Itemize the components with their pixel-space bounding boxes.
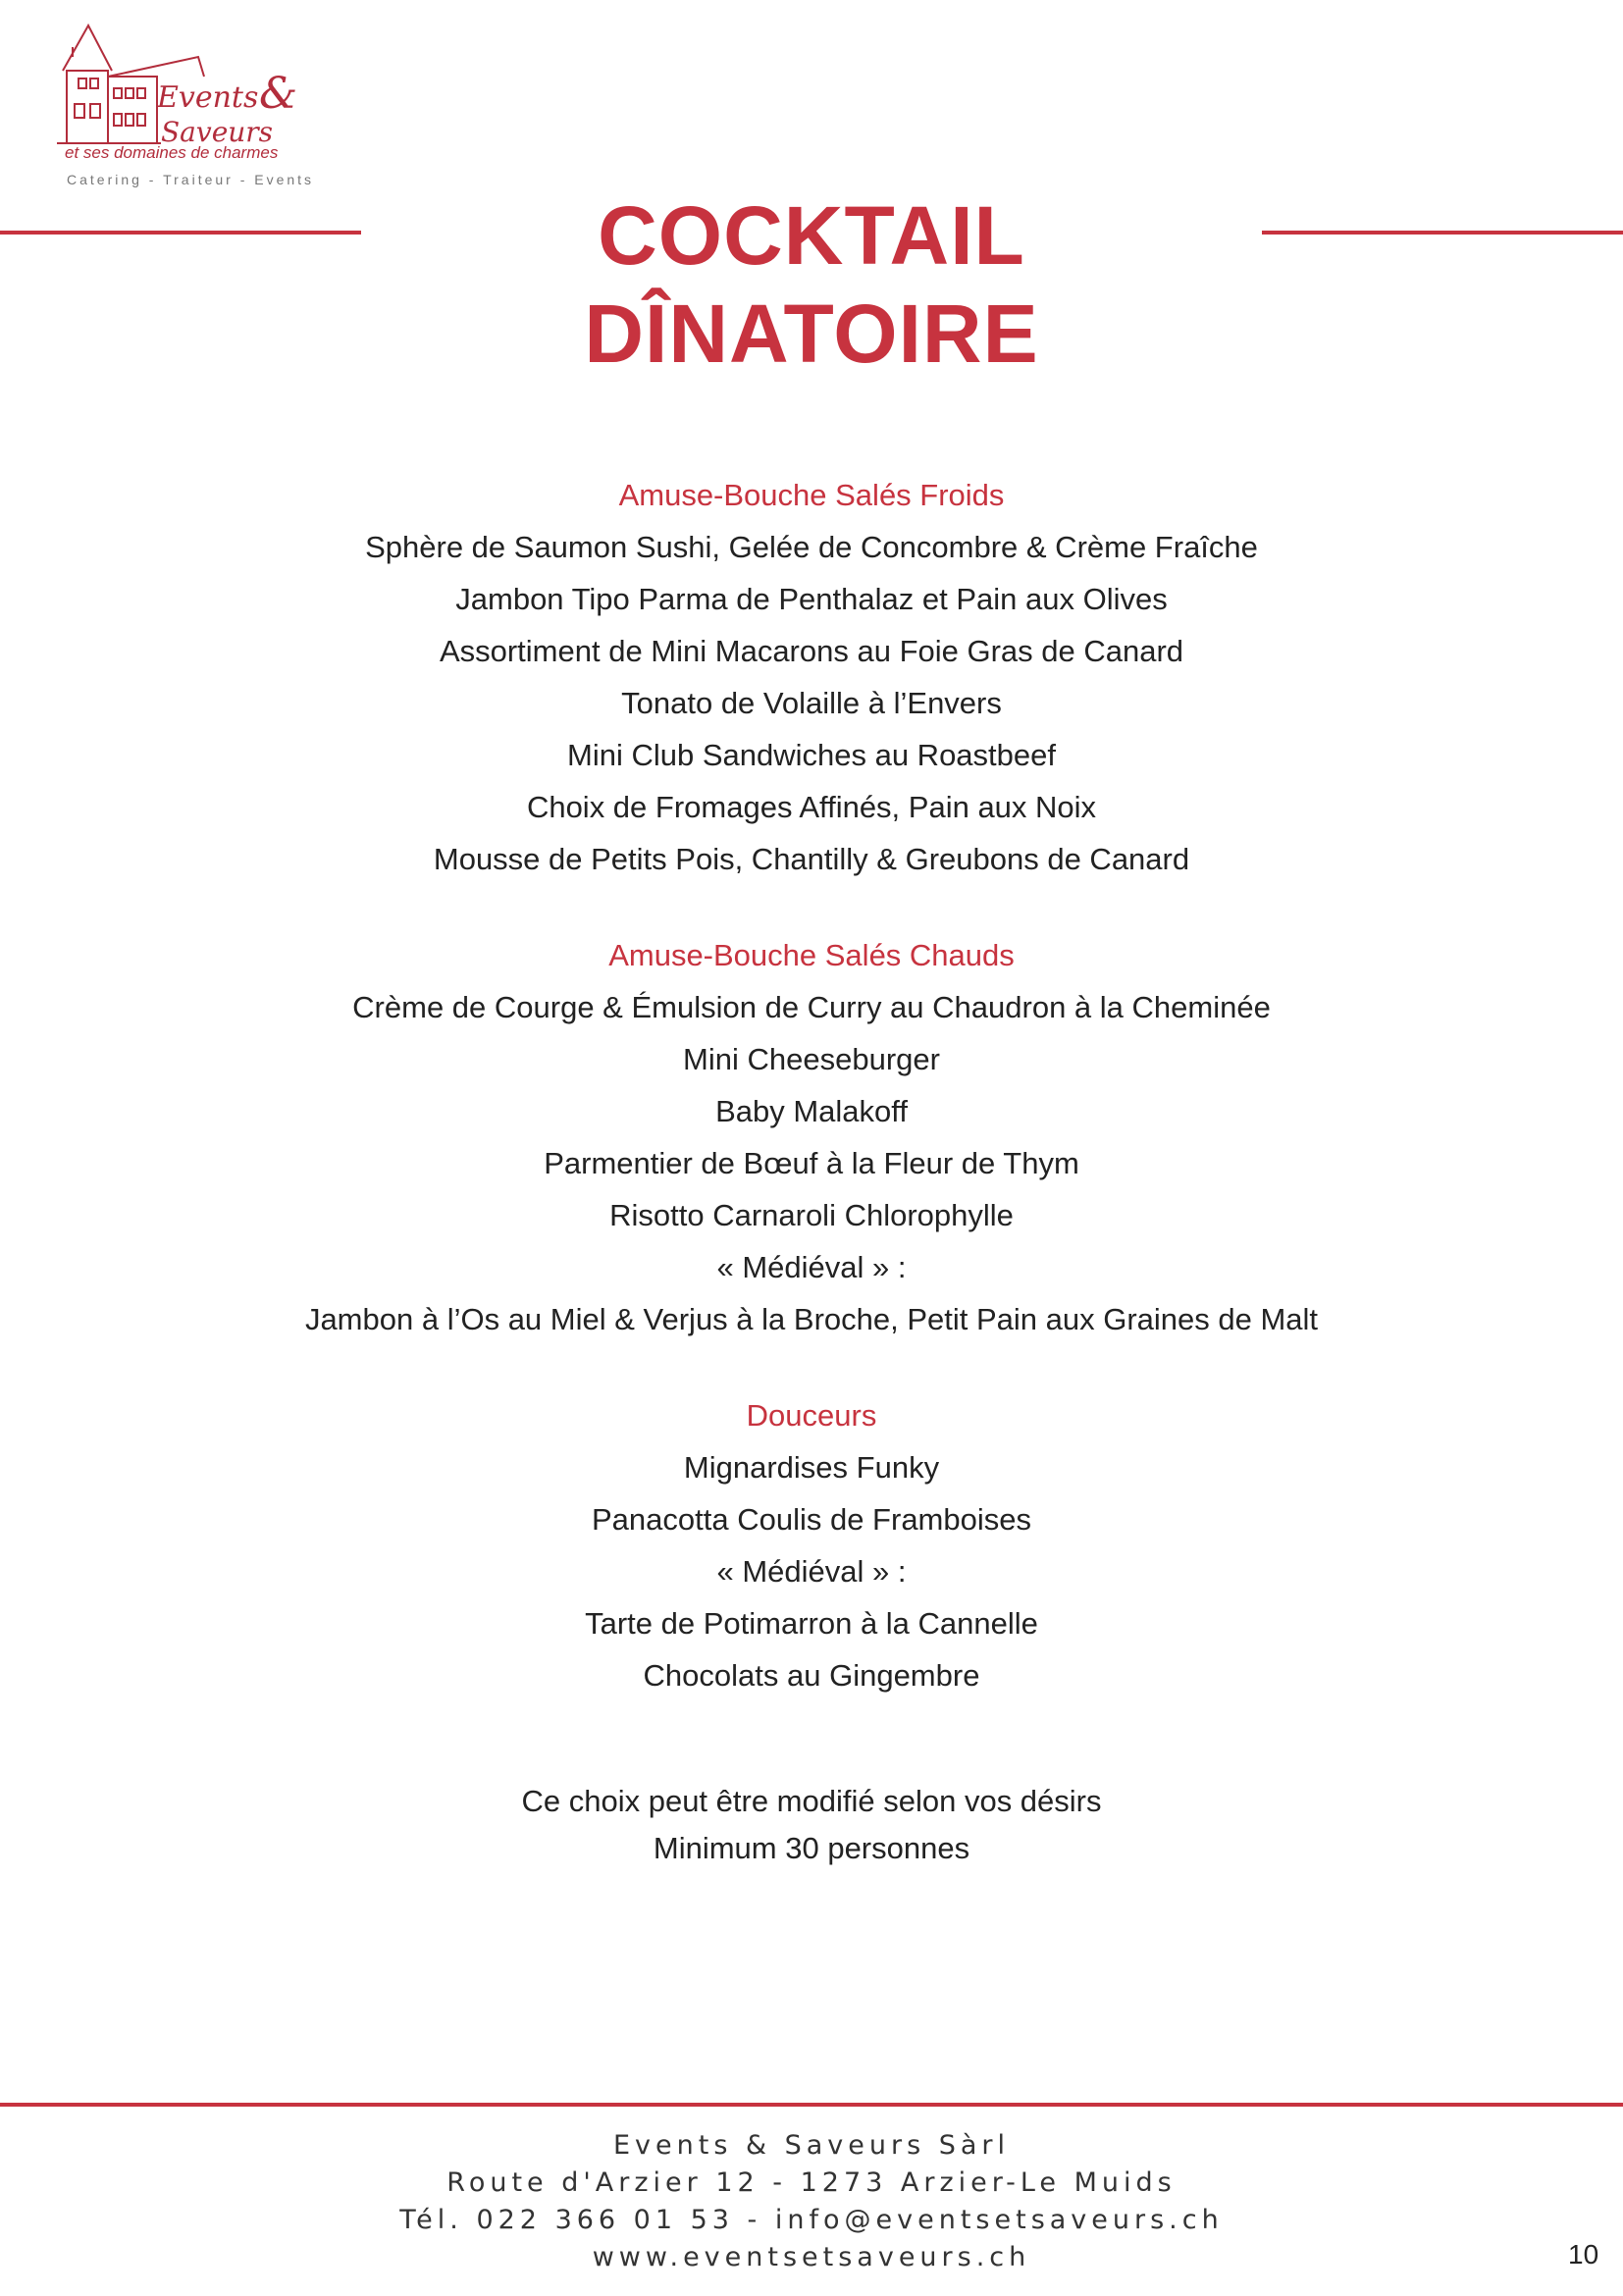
menu-item: Baby Malakoff bbox=[715, 1094, 908, 1128]
footer-divider bbox=[0, 2103, 1623, 2107]
menu-item: Assortiment de Mini Macarons au Foie Gras de Canard bbox=[439, 634, 1184, 668]
footer-website: www.eventsetsaveurs.ch bbox=[592, 2242, 1031, 2272]
footer-company: Events & Saveurs Sàrl bbox=[612, 2130, 1011, 2161]
menu-item: Mini Club Sandwiches au Roastbeef bbox=[567, 738, 1056, 772]
company-logo bbox=[51, 20, 316, 191]
section-heading: Douceurs bbox=[746, 1398, 877, 1433]
footer-address: Route d'Arzier 12 - 1273 Arzier-Le Muids bbox=[446, 2167, 1177, 2198]
menu-item: Sphère de Saumon Sushi, Gelée de Concombre & Crème Fraîche bbox=[365, 530, 1258, 564]
menu-item: Jambon Tipo Parma de Penthalaz et Pain aux Olives bbox=[455, 582, 1168, 616]
logo-subtitle: Catering - Traiteur - Events bbox=[67, 172, 315, 187]
note-minimum: Minimum 30 personnes bbox=[653, 1831, 970, 1865]
menu-item: « Médiéval » : bbox=[716, 1250, 907, 1284]
section-desserts bbox=[0, 1389, 1623, 1701]
page-title: COCKTAIL DÎNATOIRE bbox=[584, 189, 1039, 380]
menu-item: Mousse de Petits Pois, Chantilly & Greubons de Canard bbox=[433, 842, 1190, 876]
logo-text-events: Events bbox=[157, 80, 259, 115]
menu-item: « Médiéval » : bbox=[716, 1554, 907, 1589]
note-custom: Ce choix peut être modifié selon vos désirs bbox=[521, 1784, 1102, 1818]
menu-item: Choix de Fromages Affinés, Pain aux Noix bbox=[526, 790, 1097, 824]
menu-list bbox=[0, 469, 1623, 1701]
footer bbox=[0, 2127, 1623, 2276]
footer-contact: Tél. 022 366 01 53 - info@eventsetsaveurs.ch bbox=[399, 2205, 1224, 2235]
menu-item: Risotto Carnaroli Chlorophylle bbox=[609, 1198, 1014, 1232]
title-divider-left bbox=[0, 231, 361, 235]
logo-ampersand: & bbox=[259, 69, 298, 119]
menu-item: Tarte de Potimarron à la Cannelle bbox=[585, 1606, 1038, 1641]
menu-item: Crème de Courge & Émulsion de Curry au Chaudron à la Cheminée bbox=[352, 990, 1271, 1024]
section-cold bbox=[0, 469, 1623, 885]
page-number: 10 bbox=[1568, 2239, 1599, 2270]
section-heading: Amuse-Bouche Salés Froids bbox=[618, 478, 1005, 512]
section-heading: Amuse-Bouche Salés Chauds bbox=[608, 938, 1015, 972]
section-hot bbox=[0, 929, 1623, 1345]
menu-item: Mignardises Funky bbox=[683, 1450, 940, 1485]
title-divider-right bbox=[1262, 231, 1623, 235]
menu-item: Jambon à l’Os au Miel & Verjus à la Broche, Petit Pain aux Graines de Malt bbox=[304, 1302, 1319, 1336]
menu-item: Mini Cheeseburger bbox=[683, 1042, 940, 1076]
menu-notes bbox=[0, 1778, 1623, 1872]
menu-item: Parmentier de Bœuf à la Fleur de Thym bbox=[544, 1146, 1079, 1180]
logo-text-saveurs: Saveurs bbox=[161, 116, 274, 148]
menu-item: Panacotta Coulis de Framboises bbox=[591, 1502, 1031, 1537]
logo-tagline: et ses domaines de charmes bbox=[65, 143, 279, 162]
title-row bbox=[0, 186, 1623, 380]
menu-item: Chocolats au Gingembre bbox=[643, 1658, 980, 1693]
menu-item: Tonato de Volaille à l’Envers bbox=[621, 686, 1002, 720]
